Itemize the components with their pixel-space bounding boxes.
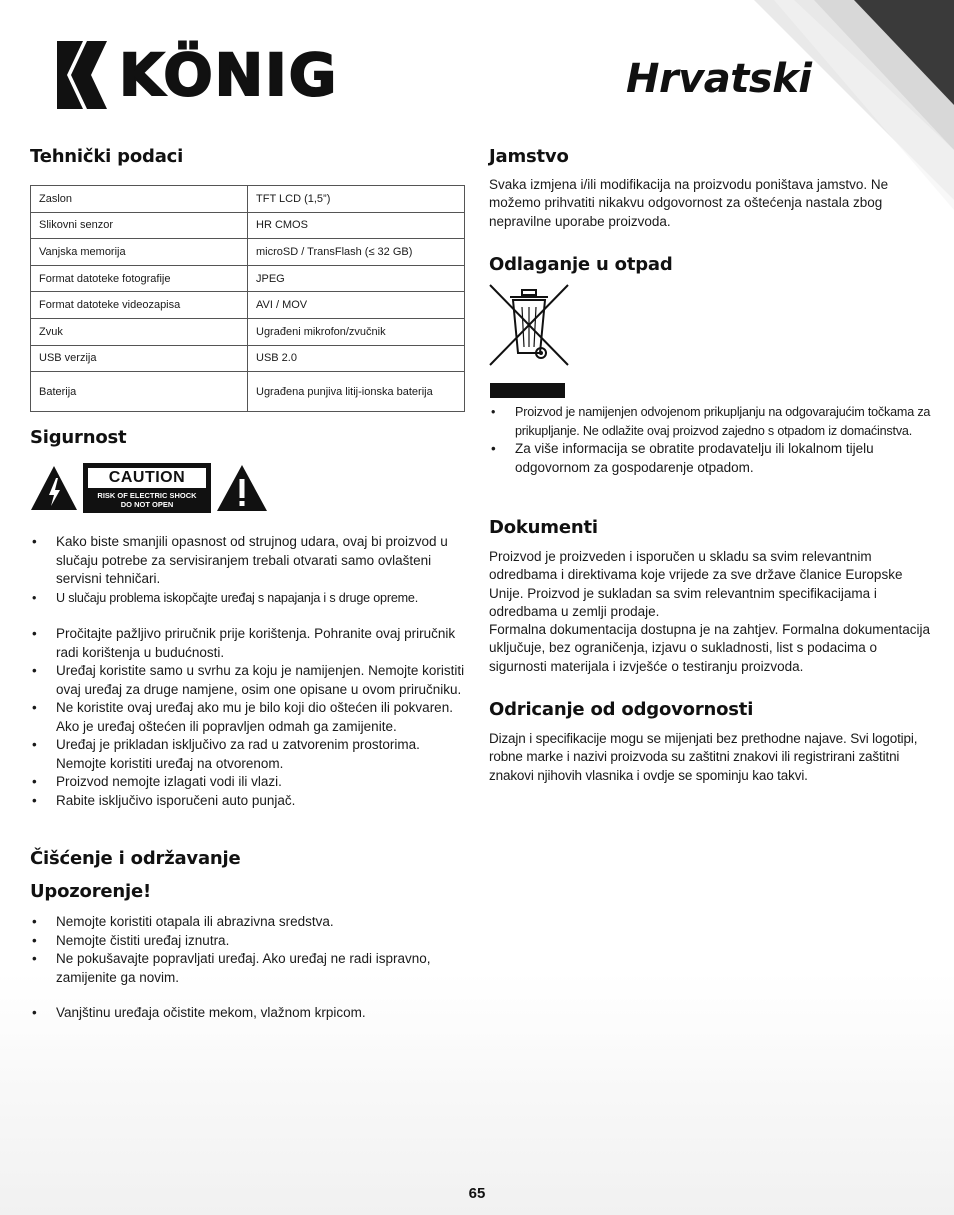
safety-list xyxy=(30,533,466,810)
spec-value: USB 2.0 xyxy=(248,345,465,372)
spec-value: TFT LCD (1,5”) xyxy=(248,186,465,213)
spec-row xyxy=(31,265,465,292)
caution-symbols xyxy=(30,463,268,513)
caution-title: CAUTION xyxy=(88,468,206,488)
crossed-out-bin-icon xyxy=(488,283,570,399)
electric-shock-warning-icon xyxy=(30,464,78,512)
warning-heading: Upozorenje! xyxy=(30,881,151,902)
warranty-heading: Jamstvo xyxy=(489,146,569,167)
list-item: • Za više informacija se obratite prodavatelju ili lokalnom tijelu odgovornom za gospodarenje otpadom. xyxy=(489,440,939,477)
spec-row xyxy=(31,212,465,239)
list-item: • Ne koristite ovaj uređaj ako mu je bilo koji dio oštećen ili pokvaren. Ako je uređaj oštećen ili popravljen odmah ga zamijenite. xyxy=(30,699,466,736)
caution-line-1: RISK OF ELECTRIC SHOCK xyxy=(97,491,197,500)
spec-value: JPEG xyxy=(248,265,465,292)
spec-label: Format datoteke videozapisa xyxy=(31,292,248,319)
spec-row xyxy=(31,372,465,412)
spec-row xyxy=(31,239,465,266)
spec-label: Slikovni senzor xyxy=(31,212,248,239)
warranty-text: Svaka izmjena i/ili modifikacija na proizvodu poništava jamstvo. Ne možemo prihvatiti nikakvu odgovornost za oštećenja nastala zbog nepravilne uporabe proizvoda. xyxy=(489,177,889,229)
documents-heading: Dokumenti xyxy=(489,517,598,538)
disclaimer-text: Dizajn i specifikacije mogu se mijenjati bez prethodne najave. Svi logotipi, robne marke i nazivi proizvoda su zaštitni znakovi ili registrirani zaštitni znakovi njihovih vlasnika i ovdje se spominju kao takvi. xyxy=(489,731,918,783)
documents-text-1: Proizvod je proizveden i isporučen u skladu sa svim relevantnim odredbama i direktivama koje vrijede za sve države članice Europske Unije. Proizvod je sukladan sa svim relevantnim specifikacijama i odredbama u zemlji prodaje. xyxy=(489,549,903,619)
spec-label: Vanjska memorija xyxy=(31,239,248,266)
spec-label: USB verzija xyxy=(31,345,248,372)
spec-label: Format datoteke fotografije xyxy=(31,265,248,292)
disposal-heading: Odlaganje u otpad xyxy=(489,254,673,275)
list-item: • Rabite isključivo isporučeni auto punjač. xyxy=(30,792,466,811)
spec-row xyxy=(31,186,465,213)
brand-name: KÖNIG xyxy=(119,41,339,109)
list-item: • Uređaj koristite samo u svrhu za koju je namijenjen. Nemojte koristiti ovaj uređaj za druge namjene, osim one opisane u ovom priručniku. xyxy=(30,662,466,699)
page-number: 65 xyxy=(468,1185,486,1202)
tech-specs-heading: Tehnički podaci xyxy=(30,146,184,167)
documents-text-2: Formalna dokumentacija dostupna je na zahtjev. Formalna dokumentacija uključuje, bez ograničenja, izjavu o sukladnosti, list s podacima o sigurnosti materijala i izvješće o testiranju proizvoda. xyxy=(489,622,930,674)
cleaning-heading: Čišćenje i održavanje xyxy=(30,848,241,869)
list-item: • Kako biste smanjili opasnost od strujnog udara, ovaj bi proizvod u slučaju potrebe za servisiranjem trebali otvarati samo ovlašteni servisni tehničari. xyxy=(30,533,466,589)
list-item: • Uređaj je prikladan isključivo za rad u zatvorenim prostorima. Nemojte koristiti uređaj na otvorenom. xyxy=(30,736,466,773)
spec-row xyxy=(31,345,465,372)
spec-value: Ugrađena punjiva litij-ionska baterija xyxy=(248,372,465,412)
spec-label: Baterija xyxy=(31,372,248,412)
spec-row xyxy=(31,292,465,319)
spec-value: HR CMOS xyxy=(248,212,465,239)
spec-row xyxy=(31,318,465,345)
caution-label xyxy=(83,463,211,513)
list-item: • Nemojte koristiti otapala ili abrazivna sredstva. xyxy=(30,913,466,932)
list-item: • Proizvod nemojte izlagati vodi ili vlazi. xyxy=(30,773,466,792)
konig-logo xyxy=(57,40,338,110)
list-item: • Vanjštinu uređaja očistite mekom, vlažnom krpicom. xyxy=(30,1004,466,1023)
list-item: • Proizvod je namijenjen odvojenom prikupljanju na odgovarajućim točkama za prikupljanje. Ne odlažite ovaj proizvod zajedno s otpadom iz domaćinstva. xyxy=(489,403,939,440)
disposal-list xyxy=(489,403,939,477)
caution-line-2: DO NOT OPEN xyxy=(120,500,174,509)
list-item: • U slučaju problema iskopčajte uređaj s napajanja i s druge opreme. xyxy=(30,589,466,608)
exclamation-warning-icon xyxy=(216,463,268,513)
spec-value: microSD / TransFlash (≤ 32 GB) xyxy=(248,239,465,266)
list-item: • Nemojte čistiti uređaj iznutra. xyxy=(30,932,466,951)
safety-heading: Sigurnost xyxy=(30,427,127,448)
list-item: • Pročitajte pažljivo priručnik prije korištenja. Pohranite ovaj priručnik radi korištenja u budućnosti. xyxy=(30,625,466,662)
konig-k-icon xyxy=(57,41,107,109)
tech-specs-table xyxy=(30,185,465,412)
language-title: Hrvatski xyxy=(626,56,812,102)
spec-value: AVI / MOV xyxy=(248,292,465,319)
spec-value: Ugrađeni mikrofon/zvučnik xyxy=(248,318,465,345)
cleaning-list xyxy=(30,913,466,1023)
disclaimer-heading: Odricanje od odgovornosti xyxy=(489,699,754,720)
spec-label: Zaslon xyxy=(31,186,248,213)
spec-label: Zvuk xyxy=(31,318,248,345)
list-item: • Ne pokušavajte popravljati uređaj. Ako uređaj ne radi ispravno, zamijenite ga novim. xyxy=(30,950,466,987)
